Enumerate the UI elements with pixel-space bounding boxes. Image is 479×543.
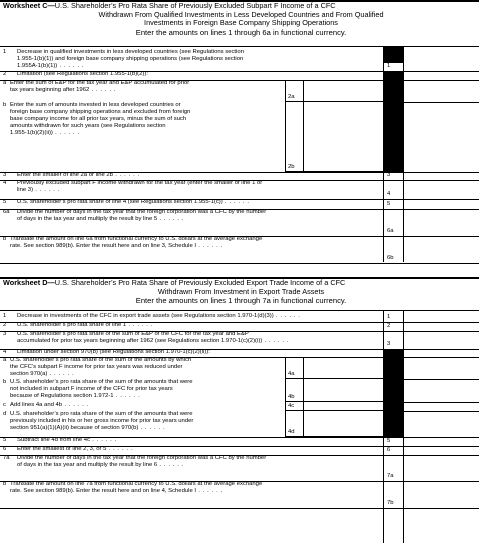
line-text: Decrease in investments of the CFC in export trade assets (see Regulations section 1.970-1(d)(3)) . . . [17,313,301,320]
line-text: Translate the amount on line 6a from functional currency to U.S. dollars at the average exchange [10,236,263,242]
line-number: 7a [3,455,10,461]
line-text: Decrease in qualified investments in less developed countries (see Regulations section [17,49,244,55]
worksheet-d-line-4c [0,402,479,411]
line-text: foreign base company shipping operations and excluded from foreign [10,108,191,115]
line-box-label: 1 [387,63,391,69]
line-text: U.S. shareholder’s pro rata share of line 4 (see Regulations section 1.955-1(c)) . . . [17,199,250,206]
worksheet-c-title-line-3: Investments in Foreign Base Company Shipping Operations [144,18,338,28]
line-text: previously included in his or her gross income for prior tax years under [10,417,194,424]
column-rule [303,80,304,102]
line-number: a [3,80,7,86]
line-box-label: 4 [387,191,391,197]
line-text: line 3) . . . [17,187,262,194]
line-description [10,80,189,94]
line-description [17,199,250,206]
line-text: Enter the sum of E&P for the tax year and E&P accumulated for prior [10,80,190,86]
line-description [17,322,153,329]
line-number: 3 [3,172,7,178]
line-description [10,402,89,409]
worksheet-d-line-7b [0,481,479,508]
worksheet-c-lines [0,46,479,262]
shaded-column [383,411,403,437]
line-number: 6 [3,446,7,452]
line-description [17,331,289,345]
line-box-label: 4b [288,394,295,400]
amount-entry-field[interactable] [404,446,479,455]
line-text: not included in subpart F income of the CFC for prior tax years [10,385,173,392]
line-text: the CFC’s subpart F income for prior tax years was reduced under [10,363,183,370]
line-number: 5 [3,437,7,443]
shaded-column [383,349,403,357]
shaded-column [383,71,403,80]
line-number: 5 [3,199,7,205]
worksheet-c-line-5 [0,199,479,209]
worksheet-c-header [0,2,479,46]
line-description [17,446,133,453]
line-text: 1.955-1(b)(2)(ii)) . . . [10,130,190,137]
line-text: Limitation (see Regulations section 1.955-1(b)(2)): [17,71,148,77]
line-text: section 970(a) . . . [10,371,191,378]
line-text: amounts withdrawn for such years (see Regulations section [10,122,166,129]
line-text: Enter the smallest of line 2, 3, or 5 . . . [17,446,133,453]
line-description [17,209,266,223]
amount-entry-field[interactable] [404,455,479,481]
line-number: c [3,402,6,408]
amount-entry-field[interactable] [404,437,479,446]
line-description [10,357,191,378]
line-text: U.S. shareholder’s pro rata share of the sum of the amounts by which [10,357,192,363]
amount-entry-field[interactable] [303,411,383,437]
line-text: U.S. shareholder’s pro rata share of line 1 . . . [17,322,153,329]
line-description [17,172,140,179]
column-rule [285,411,286,437]
line-box-label: 4c [288,403,295,409]
amount-entry-field[interactable] [404,322,479,331]
shaded-column [383,47,403,63]
worksheet-c-title-line-2: Withdrawn From Qualified Investments in Less Developed Countries and From Qualified [98,9,384,19]
line-text: base company income for all prior tax years, minus the sum of such [10,115,187,122]
line-text: of days in the tax year and multiply the result by line 6 . . . [17,462,266,469]
worksheet-d-label: Worksheet D— [3,278,55,287]
column-rule [285,80,286,102]
line-text: Enter the smaller of line 2a or line 2b . . . [17,172,140,179]
line-box-label: 4d [288,429,295,435]
line-text: because of Regulations section 1.972-1 . . . [10,393,193,400]
column-rule [303,379,304,402]
line-text: U.S. shareholder’s pro rata share of the sum of E&P of the CFC for the tax year and E&P [17,331,249,337]
worksheet-c-subtitle: Enter the amounts on lines 1 through 6a in functional currency. [135,27,347,37]
line-description [17,49,244,70]
worksheet-c-label: Worksheet C— [3,1,55,10]
line-text: Previously excluded subpart F income withdrawn for the tax year (enter the smaller of line 1 or [17,180,263,186]
worksheet-d-line-1 [0,313,479,322]
line-description [17,313,301,320]
line-text: Subtract line 4d from line 4c . . . [17,437,117,444]
amount-entry-field[interactable] [303,357,383,379]
amount-entry-field[interactable] [404,180,479,199]
line-text: rate. See section 989(b). Enter the result here and on line 4, Schedule I . . . [10,488,262,495]
line-box-label: 2b [288,164,295,170]
line-text: U.S. shareholder’s pro rata share of the sum of the amounts that were [10,411,193,417]
amount-entry-field[interactable] [404,313,479,322]
worksheet-c-line-6a [0,209,479,236]
line-description [10,236,262,250]
amount-entry-field[interactable] [404,172,479,180]
column-rule [303,357,304,379]
line-box-label: 6 [387,447,391,453]
amount-entry-field[interactable] [303,80,383,102]
line-description [10,481,262,495]
line-number: 6a [3,209,10,215]
line-number: 4 [3,349,7,355]
line-box-label: 5 [387,438,391,444]
column-rule [285,102,286,172]
line-number: 2 [3,71,7,77]
worksheet-d-line-5 [0,437,479,446]
shaded-column [383,102,403,172]
line-number: 1 [3,313,7,319]
amount-entry-field[interactable] [404,199,479,209]
worksheet-d-line-4d [0,411,479,437]
line-number: b [3,379,7,385]
line-number: 1 [3,49,7,55]
line-text: 1.955A-1(b)(1)) . . . [17,63,244,70]
column-rule [285,357,286,379]
worksheet-c-title: U.S. Shareholder’s Pro Rata Share of Previously Excluded Subpart F Income of a CFC [54,1,336,10]
worksheet-c-line-3 [0,172,479,180]
line-text: 1.955-1(b)(1)) and foreign base company shipping operations (see Regulations section [17,55,244,62]
worksheet-d-line-2 [0,322,479,331]
line-box-label: 3 [387,341,391,347]
line-box-label: 7a [387,473,394,479]
line-number: a [3,357,7,363]
line-text: accumulated for prior tax years beginning after 1962 (see Regulations section 1.970-1(c)(2)(i)) . . . [17,338,289,345]
worksheet-d-line-3 [0,331,479,349]
worksheet-c-line-1 [0,49,479,71]
line-number: 2 [3,322,7,328]
worksheet-d-header [0,279,479,310]
line-box-label: 5 [387,201,391,207]
line-description [17,349,210,356]
amount-entry-field[interactable] [404,49,479,71]
worksheet-d-line-4 [0,349,479,357]
line-box-label: 2 [387,323,391,329]
row-rule [0,263,479,264]
line-text: Add lines 4a and 4b . . . [10,402,89,409]
column-rule [303,411,304,437]
line-number: 4 [3,180,7,186]
amount-entry-field[interactable] [303,379,383,402]
amount-entry-field[interactable] [303,102,383,172]
worksheet-c [0,0,479,262]
line-description [10,411,193,432]
shaded-column [383,402,403,411]
line-box-label: 1 [387,314,391,320]
worksheet-c-line-2a [0,80,479,102]
line-description [10,379,193,400]
line-number: b [3,102,7,108]
worksheet-c-line-2 [0,71,479,80]
column-rule [303,102,304,172]
line-text: Divide the number of days in the tax year that the foreign corporation was a CFC by the number [17,209,267,215]
worksheet-d-line-7a [0,455,479,481]
line-number: d [3,411,7,417]
amount-entry-field[interactable] [404,209,479,236]
worksheet-d-title: U.S. Shareholder’s Pro Rata Share of Previously Excluded Export Trade Income of a CFC [54,278,346,287]
line-text: tax years beginning after 1962 . . . [10,87,189,94]
worksheet-d-subtitle: Enter the amounts on lines 1 through 7a in functional currency. [135,296,347,306]
line-box-label: 6a [387,228,394,234]
line-description [10,102,190,137]
line-description [17,180,262,194]
column-rule [285,379,286,402]
amount-entry-field[interactable] [404,331,479,349]
line-text: Enter the sum of amounts invested in less developed countries or [10,102,181,108]
amount-entry-field[interactable] [404,481,479,508]
line-text: of days in the tax year and multiply the result by line 5 . . . [17,216,266,223]
line-text: Translate the amount on line 7a from functional currency to U.S. dollars at the average exchange [10,481,263,487]
amount-entry-field[interactable] [404,236,479,263]
shaded-column [383,80,403,102]
line-number: 3 [3,331,7,337]
line-description [17,437,117,444]
worksheet-d-line-4b [0,379,479,402]
line-box-label: 6b [387,255,394,261]
line-description [17,455,266,469]
worksheet-c-line-4 [0,180,479,199]
line-box-label: 4a [288,371,295,377]
shaded-column [383,357,403,379]
worksheet-d-line-6 [0,446,479,455]
line-text: Limitation under section 970(b) (see Regulations section 1.970-1(c)(2)(ii)): [17,349,210,355]
line-text: U.S. shareholder’s pro rata share of the sum of the amounts that were [10,379,193,385]
line-description [17,71,148,78]
line-number: b [3,481,7,487]
line-box-label: 7b [387,500,394,506]
line-box-label: 2a [288,94,295,100]
line-box-label: 3 [387,172,391,178]
line-text: rate. See section 989(b). Enter the result here and on line 3, Schedule I . . . [10,243,262,250]
worksheet-d [0,277,479,543]
line-number: b [3,236,7,242]
shaded-column [383,379,403,402]
worksheet-d-lines [0,310,479,543]
row-rule [0,508,479,509]
worksheet-c-line-6b [0,236,479,263]
worksheet-c-line-2b [0,102,479,172]
line-text: Divide the number of days in the tax year that the foreign corporation was a CFC by the number [17,455,267,461]
worksheet-d-line-4a [0,357,479,379]
line-text: section 951(a)(1)(A)(ii) because of section 970(b) . . . [10,425,193,432]
worksheet-d-title-line-2: Withdrawn From Investment in Export Trade Assets [157,286,325,296]
